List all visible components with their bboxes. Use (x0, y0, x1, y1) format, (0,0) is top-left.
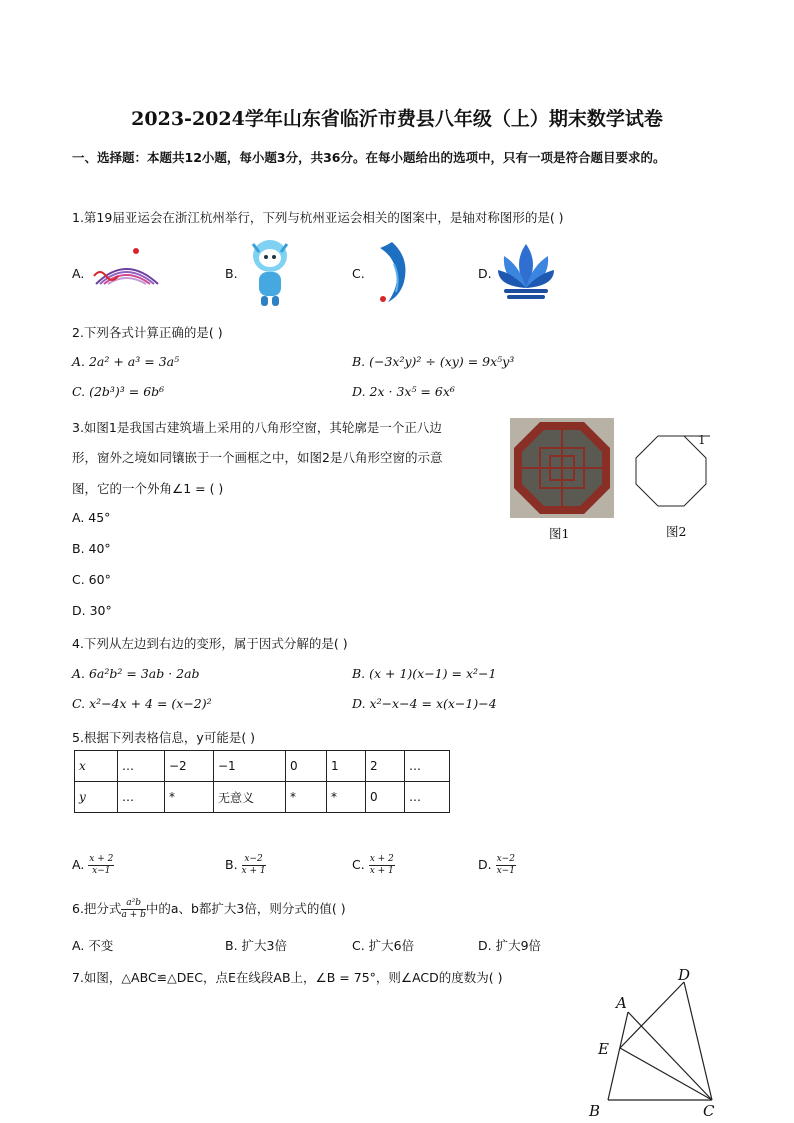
q5-option-d (478, 854, 516, 877)
fraction (496, 854, 516, 877)
q6-stem-suffix: 中的a、b都扩大3倍，则分式的值( ) (145, 901, 346, 916)
q2-option-a: A. 2a² + a³ = 3a⁵ (72, 354, 180, 369)
q1-option-b-label: B. (225, 266, 238, 281)
table-row (75, 782, 450, 813)
denominator: x + 1 (369, 866, 394, 876)
q6-stem (72, 898, 346, 921)
table-cell: … (405, 782, 450, 813)
table-cell: * (286, 782, 327, 813)
figure-1-caption: 图1 (549, 526, 570, 541)
q5-option-b (225, 854, 266, 877)
mascot-icon (240, 234, 300, 310)
table-cell: x (75, 751, 118, 782)
q1-stem: 1.第19届亚运会在浙江杭州举行，下列与杭州亚运会相关的图案中，是轴对称图形的是( ) (72, 210, 564, 225)
point-e-label: E (598, 1040, 609, 1058)
denominator: x−1 (92, 866, 111, 876)
q4-option-d: D. x²−x−4 = x(x−1)−4 (352, 696, 497, 711)
lotus-icon (496, 240, 556, 304)
q1-option-a-label: A. (72, 266, 85, 281)
option-label: A. (72, 857, 85, 872)
asian-games-emblem-icon (86, 244, 166, 296)
q5-value-table (74, 750, 450, 813)
q4-option-b: B. (x + 1)(x−1) = x²−1 (352, 666, 497, 681)
angle-1-label: 1 (698, 433, 706, 447)
table-cell: * (165, 782, 214, 813)
numerator: x−2 (496, 854, 515, 864)
table-cell: … (405, 751, 450, 782)
q2-option-c: C. (2b³)³ = 6b⁶ (72, 384, 165, 399)
q7-stem: 7.如图，△ABC≌△DEC，点E在线段AB上，∠B = 75°，则∠ACD的度数为( ) (72, 970, 503, 985)
numerator: x + 2 (89, 854, 114, 864)
q4-option-a: A. 6a²b² = 3ab · 2ab (72, 666, 200, 681)
denominator: x−1 (496, 866, 515, 876)
fraction (121, 898, 145, 921)
q6-option-c: C. 扩大6倍 (352, 938, 415, 953)
q3-line-3: 图，它的一个外角∠1 = ( ) (72, 481, 224, 496)
q6-stem-prefix: 6.把分式 (72, 901, 122, 916)
q6-option-d: D. 扩大9倍 (478, 938, 542, 953)
q2-option-d: D. 2x · 3x⁵ = 6x⁶ (352, 384, 455, 399)
dolphin-icon (372, 238, 420, 306)
table-cell: … (118, 782, 165, 813)
q5-option-a (72, 854, 114, 877)
q1-option-d-label: D. (478, 266, 492, 281)
denominator: a + b (121, 910, 146, 920)
q3-line-2: 形，窗外之境如同镶嵌于一个画框之中，如图2是八角形空窗的示意 (72, 450, 443, 465)
table-cell: … (118, 751, 165, 782)
octagon-window-photo (510, 418, 614, 518)
table-cell: 0 (366, 782, 405, 813)
q2-stem: 2.下列各式计算正确的是( ) (72, 325, 223, 340)
point-a-label: A (616, 994, 627, 1012)
numerator: a²b (121, 898, 145, 910)
point-b-label: B (589, 1102, 601, 1120)
option-label: C. (352, 857, 365, 872)
q3-option-b: B. 40° (72, 541, 111, 556)
fraction (242, 854, 266, 877)
q6-option-b: B. 扩大3倍 (225, 938, 287, 953)
q3-option-a: A. 45° (72, 510, 111, 525)
q3-line-1: 3.如图1是我国古建筑墙上采用的八角形空窗，其轮廓是一个正八边 (72, 420, 442, 435)
q3-option-d: D. 30° (72, 603, 112, 618)
point-c-label: C (703, 1102, 715, 1120)
table-cell: * (327, 782, 366, 813)
q4-option-c: C. x²−4x + 4 = (x−2)² (72, 696, 212, 711)
q6-option-a: A. 不变 (72, 938, 114, 953)
table-cell: −2 (165, 751, 214, 782)
table-cell: 1 (327, 751, 366, 782)
q4-stem: 4.下列从左边到右边的变形，属于因式分解的是( ) (72, 636, 348, 651)
table-cell: y (75, 782, 118, 813)
figure-2-caption: 图2 (666, 524, 687, 539)
table-row (75, 751, 450, 782)
denominator: x + 1 (241, 866, 266, 876)
option-label: B. (225, 857, 238, 872)
q2-option-b: B. (−3x²y)² ÷ (xy) = 9x⁵y³ (352, 354, 515, 369)
numerator: x−2 (242, 854, 266, 866)
page-title: 2023-2024学年山东省临沂市费县八年级（上）期末数学试卷 (131, 108, 663, 130)
table-cell: 0 (286, 751, 327, 782)
fraction (88, 854, 114, 877)
table-cell: 无意义 (214, 782, 286, 813)
q3-option-c: C. 60° (72, 572, 111, 587)
table-cell: 2 (366, 751, 405, 782)
option-label: D. (478, 857, 492, 872)
q5-option-c (352, 854, 395, 877)
section-intro: 一、选择题：本题共12小题，每小题3分，共36分。在每小题给出的选项中，只有一项是符合题目要求的。 (72, 150, 666, 165)
numerator: x + 2 (369, 854, 394, 864)
point-d-label: D (678, 966, 691, 984)
q5-stem: 5.根据下列表格信息，y可能是( ) (72, 730, 256, 745)
fraction (369, 854, 395, 877)
q1-option-c-label: C. (352, 266, 365, 281)
table-cell: −1 (214, 751, 286, 782)
